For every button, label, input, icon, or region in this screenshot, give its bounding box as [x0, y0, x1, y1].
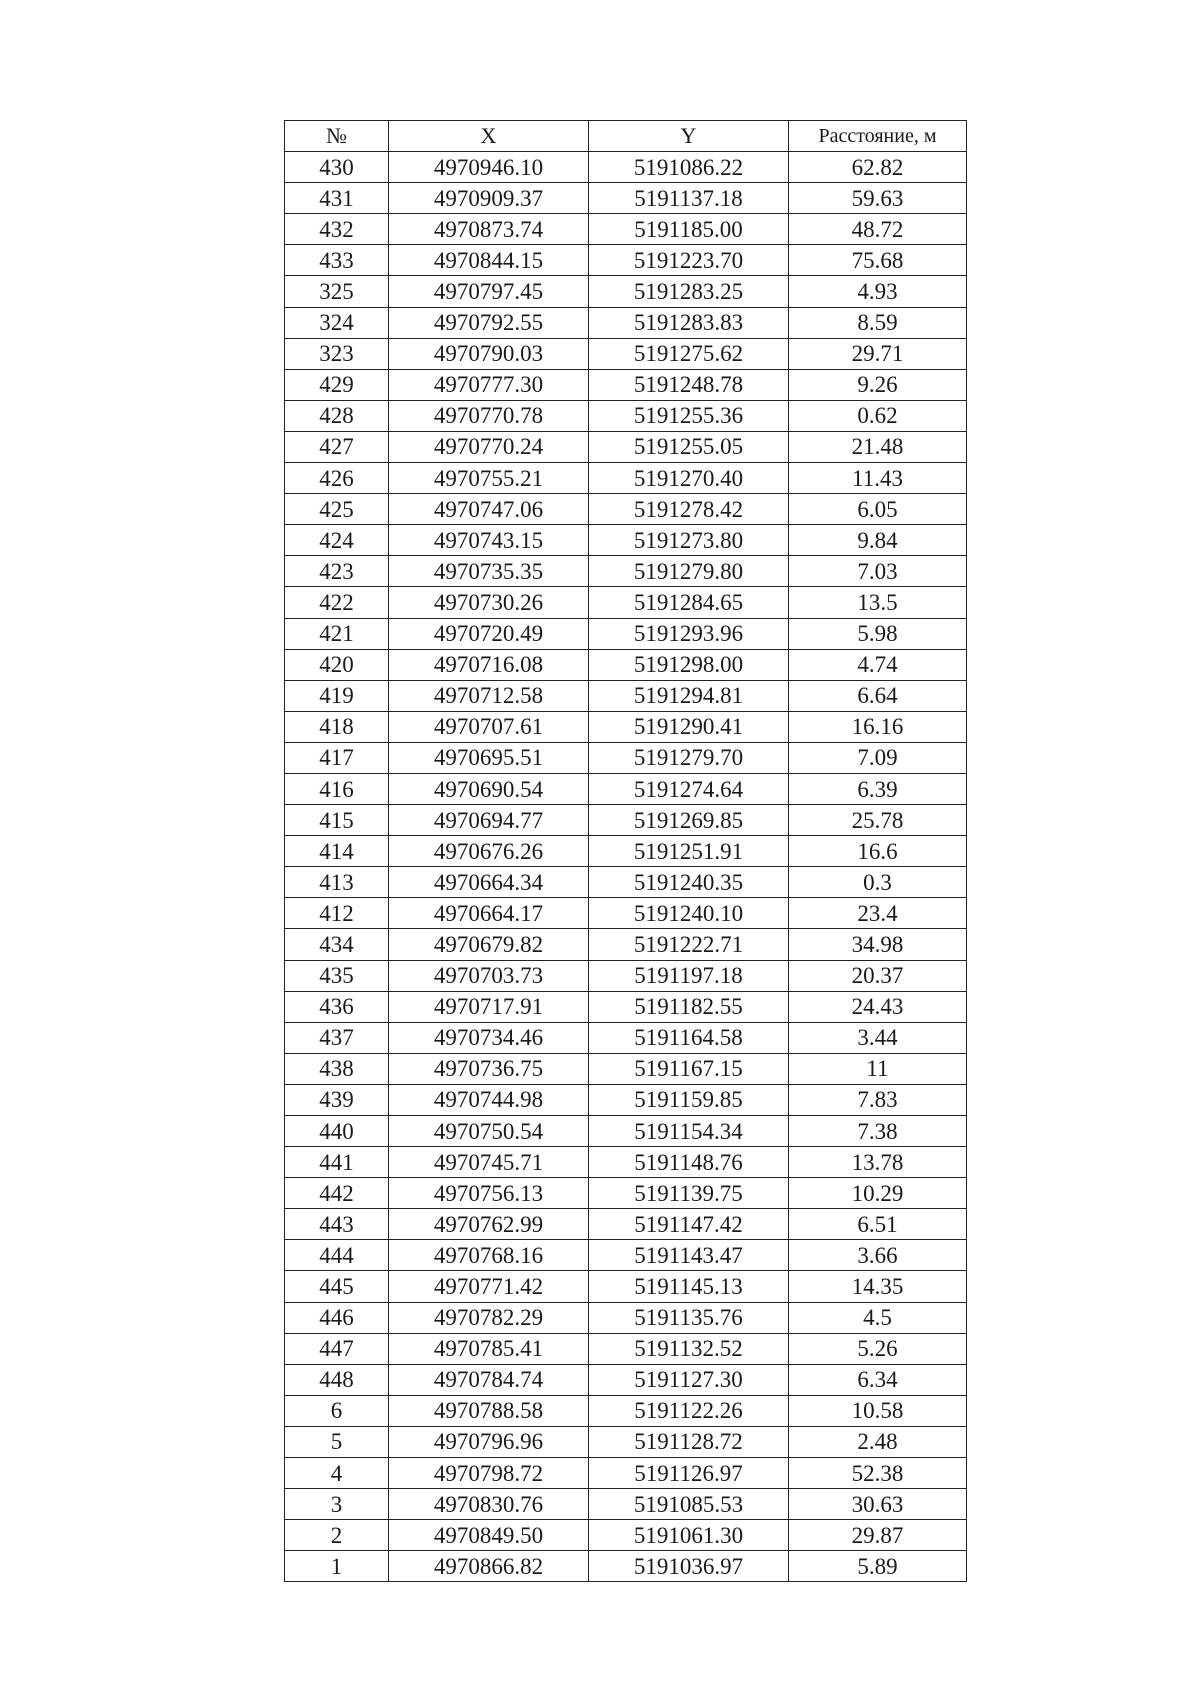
- cell-x: 4970716.08: [389, 649, 589, 680]
- cell-point-number: 432: [285, 214, 389, 245]
- cell-point-number: 413: [285, 867, 389, 898]
- cell-distance: 34.98: [789, 929, 967, 960]
- cell-x: 4970796.96: [389, 1426, 589, 1457]
- cell-distance: 9.84: [789, 525, 967, 556]
- cell-y: 5191159.85: [589, 1084, 789, 1115]
- table-header: [285, 121, 967, 152]
- table-row: [285, 1084, 967, 1115]
- cell-y: 5191283.25: [589, 276, 789, 307]
- cell-distance: 7.03: [789, 556, 967, 587]
- cell-point-number: 1: [285, 1551, 389, 1582]
- cell-point-number: 416: [285, 773, 389, 804]
- cell-point-number: 437: [285, 1022, 389, 1053]
- table-row: [285, 587, 967, 618]
- cell-distance: 29.71: [789, 338, 967, 369]
- cell-distance: 75.68: [789, 245, 967, 276]
- cell-y: 5191147.42: [589, 1209, 789, 1240]
- cell-distance: 29.87: [789, 1520, 967, 1551]
- cell-x: 4970788.58: [389, 1395, 589, 1426]
- cell-point-number: 447: [285, 1333, 389, 1364]
- cell-point-number: 446: [285, 1302, 389, 1333]
- cell-distance: 14.35: [789, 1271, 967, 1302]
- cell-x: 4970830.76: [389, 1489, 589, 1520]
- cell-x: 4970745.71: [389, 1147, 589, 1178]
- cell-distance: 3.44: [789, 1022, 967, 1053]
- cell-y: 5191255.05: [589, 431, 789, 462]
- cell-distance: 11.43: [789, 463, 967, 494]
- cell-x: 4970792.55: [389, 307, 589, 338]
- cell-point-number: 325: [285, 276, 389, 307]
- cell-x: 4970873.74: [389, 214, 589, 245]
- cell-distance: 6.51: [789, 1209, 967, 1240]
- column-header-y: Y: [589, 121, 789, 152]
- cell-distance: 6.05: [789, 494, 967, 525]
- cell-y: 5191293.96: [589, 618, 789, 649]
- cell-x: 4970909.37: [389, 183, 589, 214]
- cell-point-number: 426: [285, 463, 389, 494]
- table-row: [285, 1022, 967, 1053]
- cell-x: 4970717.91: [389, 991, 589, 1022]
- cell-x: 4970768.16: [389, 1240, 589, 1271]
- cell-y: 5191298.00: [589, 649, 789, 680]
- cell-x: 4970844.15: [389, 245, 589, 276]
- cell-distance: 21.48: [789, 431, 967, 462]
- cell-distance: 0.62: [789, 400, 967, 431]
- cell-distance: 2.48: [789, 1426, 967, 1457]
- cell-y: 5191197.18: [589, 960, 789, 991]
- cell-distance: 30.63: [789, 1489, 967, 1520]
- cell-y: 5191248.78: [589, 369, 789, 400]
- cell-x: 4970782.29: [389, 1302, 589, 1333]
- cell-distance: 24.43: [789, 991, 967, 1022]
- cell-x: 4970679.82: [389, 929, 589, 960]
- cell-point-number: 424: [285, 525, 389, 556]
- cell-y: 5191274.64: [589, 773, 789, 804]
- cell-y: 5191139.75: [589, 1178, 789, 1209]
- cell-x: 4970849.50: [389, 1520, 589, 1551]
- cell-y: 5191167.15: [589, 1053, 789, 1084]
- cell-point-number: 422: [285, 587, 389, 618]
- table-row: [285, 245, 967, 276]
- table-row: [285, 1551, 967, 1582]
- cell-x: 4970770.78: [389, 400, 589, 431]
- cell-y: 5191240.35: [589, 867, 789, 898]
- cell-point-number: 430: [285, 152, 389, 183]
- cell-x: 4970866.82: [389, 1551, 589, 1582]
- cell-y: 5191137.18: [589, 183, 789, 214]
- table-row: [285, 152, 967, 183]
- cell-point-number: 433: [285, 245, 389, 276]
- cell-y: 5191270.40: [589, 463, 789, 494]
- cell-x: 4970798.72: [389, 1458, 589, 1489]
- cell-y: 5191164.58: [589, 1022, 789, 1053]
- table-row: [285, 338, 967, 369]
- cell-point-number: 440: [285, 1116, 389, 1147]
- cell-distance: 7.09: [789, 742, 967, 773]
- table-row: [285, 1209, 967, 1240]
- cell-point-number: 427: [285, 431, 389, 462]
- cell-y: 5191185.00: [589, 214, 789, 245]
- cell-x: 4970734.46: [389, 1022, 589, 1053]
- cell-distance: 23.4: [789, 898, 967, 929]
- cell-distance: 6.39: [789, 773, 967, 804]
- cell-point-number: 425: [285, 494, 389, 525]
- cell-point-number: 2: [285, 1520, 389, 1551]
- cell-y: 5191148.76: [589, 1147, 789, 1178]
- cell-point-number: 429: [285, 369, 389, 400]
- table-row: [285, 618, 967, 649]
- cell-x: 4970785.41: [389, 1333, 589, 1364]
- cell-distance: 9.26: [789, 369, 967, 400]
- cell-x: 4970690.54: [389, 773, 589, 804]
- table-row: [285, 369, 967, 400]
- table-row: [285, 463, 967, 494]
- cell-distance: 11: [789, 1053, 967, 1084]
- cell-distance: 10.58: [789, 1395, 967, 1426]
- cell-x: 4970770.24: [389, 431, 589, 462]
- cell-distance: 13.78: [789, 1147, 967, 1178]
- cell-y: 5191223.70: [589, 245, 789, 276]
- table-row: [285, 649, 967, 680]
- cell-y: 5191122.26: [589, 1395, 789, 1426]
- cell-distance: 5.98: [789, 618, 967, 649]
- cell-point-number: 443: [285, 1209, 389, 1240]
- cell-distance: 0.3: [789, 867, 967, 898]
- cell-x: 4970797.45: [389, 276, 589, 307]
- table-row: [285, 307, 967, 338]
- table-row: [285, 1458, 967, 1489]
- cell-point-number: 324: [285, 307, 389, 338]
- cell-y: 5191222.71: [589, 929, 789, 960]
- cell-y: 5191273.80: [589, 525, 789, 556]
- cell-point-number: 415: [285, 805, 389, 836]
- cell-x: 4970790.03: [389, 338, 589, 369]
- coordinates-table: [284, 120, 967, 1582]
- table-row: [285, 836, 967, 867]
- cell-distance: 8.59: [789, 307, 967, 338]
- cell-y: 5191086.22: [589, 152, 789, 183]
- cell-point-number: 442: [285, 1178, 389, 1209]
- cell-x: 4970762.99: [389, 1209, 589, 1240]
- table-row: [285, 711, 967, 742]
- cell-point-number: 6: [285, 1395, 389, 1426]
- cell-distance: 48.72: [789, 214, 967, 245]
- cell-x: 4970707.61: [389, 711, 589, 742]
- cell-point-number: 434: [285, 929, 389, 960]
- cell-point-number: 439: [285, 1084, 389, 1115]
- column-header-number: №: [285, 121, 389, 152]
- table-row: [285, 1240, 967, 1271]
- cell-y: 5191290.41: [589, 711, 789, 742]
- column-header-distance: Расстояние, м: [789, 121, 967, 152]
- cell-distance: 4.93: [789, 276, 967, 307]
- cell-y: 5191135.76: [589, 1302, 789, 1333]
- cell-distance: 4.74: [789, 649, 967, 680]
- cell-y: 5191279.80: [589, 556, 789, 587]
- cell-y: 5191154.34: [589, 1116, 789, 1147]
- cell-y: 5191251.91: [589, 836, 789, 867]
- cell-x: 4970720.49: [389, 618, 589, 649]
- table-row: [285, 276, 967, 307]
- cell-point-number: 3: [285, 1489, 389, 1520]
- cell-point-number: 445: [285, 1271, 389, 1302]
- cell-point-number: 441: [285, 1147, 389, 1178]
- cell-x: 4970771.42: [389, 1271, 589, 1302]
- cell-distance: 62.82: [789, 152, 967, 183]
- cell-distance: 16.16: [789, 711, 967, 742]
- table-row: [285, 960, 967, 991]
- cell-distance: 59.63: [789, 183, 967, 214]
- table-row: [285, 1271, 967, 1302]
- cell-x: 4970712.58: [389, 680, 589, 711]
- cell-x: 4970750.54: [389, 1116, 589, 1147]
- cell-y: 5191279.70: [589, 742, 789, 773]
- cell-y: 5191143.47: [589, 1240, 789, 1271]
- table-row: [285, 556, 967, 587]
- cell-distance: 6.64: [789, 680, 967, 711]
- cell-x: 4970777.30: [389, 369, 589, 400]
- cell-x: 4970756.13: [389, 1178, 589, 1209]
- cell-distance: 5.26: [789, 1333, 967, 1364]
- cell-distance: 7.38: [789, 1116, 967, 1147]
- cell-x: 4970946.10: [389, 152, 589, 183]
- cell-x: 4970695.51: [389, 742, 589, 773]
- cell-distance: 4.5: [789, 1302, 967, 1333]
- cell-point-number: 428: [285, 400, 389, 431]
- cell-x: 4970744.98: [389, 1084, 589, 1115]
- cell-y: 5191269.85: [589, 805, 789, 836]
- cell-point-number: 4: [285, 1458, 389, 1489]
- cell-y: 5191275.62: [589, 338, 789, 369]
- cell-point-number: 5: [285, 1426, 389, 1457]
- table-body: [285, 152, 967, 1582]
- cell-x: 4970747.06: [389, 494, 589, 525]
- cell-y: 5191278.42: [589, 494, 789, 525]
- column-header-x: X: [389, 121, 589, 152]
- cell-distance: 6.34: [789, 1364, 967, 1395]
- cell-x: 4970676.26: [389, 836, 589, 867]
- cell-x: 4970703.73: [389, 960, 589, 991]
- table-row: [285, 991, 967, 1022]
- cell-point-number: 323: [285, 338, 389, 369]
- cell-point-number: 419: [285, 680, 389, 711]
- cell-x: 4970664.34: [389, 867, 589, 898]
- cell-point-number: 423: [285, 556, 389, 587]
- cell-distance: 7.83: [789, 1084, 967, 1115]
- cell-y: 5191128.72: [589, 1426, 789, 1457]
- cell-point-number: 438: [285, 1053, 389, 1084]
- cell-y: 5191036.97: [589, 1551, 789, 1582]
- table-row: [285, 494, 967, 525]
- cell-x: 4970736.75: [389, 1053, 589, 1084]
- table-row: [285, 1489, 967, 1520]
- table-row: [285, 898, 967, 929]
- table-row: [285, 1426, 967, 1457]
- table-row: [285, 867, 967, 898]
- cell-y: 5191061.30: [589, 1520, 789, 1551]
- cell-point-number: 444: [285, 1240, 389, 1271]
- cell-y: 5191255.36: [589, 400, 789, 431]
- cell-distance: 13.5: [789, 587, 967, 618]
- cell-point-number: 436: [285, 991, 389, 1022]
- table-row: [285, 1302, 967, 1333]
- table-row: [285, 1364, 967, 1395]
- cell-distance: 16.6: [789, 836, 967, 867]
- cell-point-number: 420: [285, 649, 389, 680]
- cell-x: 4970730.26: [389, 587, 589, 618]
- table-row: [285, 525, 967, 556]
- cell-point-number: 414: [285, 836, 389, 867]
- cell-y: 5191182.55: [589, 991, 789, 1022]
- cell-point-number: 448: [285, 1364, 389, 1395]
- table-row: [285, 805, 967, 836]
- cell-y: 5191284.65: [589, 587, 789, 618]
- table-row: [285, 773, 967, 804]
- table-row: [285, 1178, 967, 1209]
- cell-y: 5191283.83: [589, 307, 789, 338]
- cell-point-number: 421: [285, 618, 389, 649]
- cell-x: 4970735.35: [389, 556, 589, 587]
- table-row: [285, 742, 967, 773]
- cell-x: 4970743.15: [389, 525, 589, 556]
- cell-distance: 52.38: [789, 1458, 967, 1489]
- cell-y: 5191126.97: [589, 1458, 789, 1489]
- cell-point-number: 431: [285, 183, 389, 214]
- table-row: [285, 1520, 967, 1551]
- cell-point-number: 417: [285, 742, 389, 773]
- cell-point-number: 412: [285, 898, 389, 929]
- cell-x: 4970694.77: [389, 805, 589, 836]
- cell-distance: 25.78: [789, 805, 967, 836]
- cell-point-number: 418: [285, 711, 389, 742]
- table-row: [285, 214, 967, 245]
- table-row: [285, 1333, 967, 1364]
- cell-y: 5191132.52: [589, 1333, 789, 1364]
- cell-distance: 5.89: [789, 1551, 967, 1582]
- cell-point-number: 435: [285, 960, 389, 991]
- cell-y: 5191127.30: [589, 1364, 789, 1395]
- cell-x: 4970784.74: [389, 1364, 589, 1395]
- table-row: [285, 680, 967, 711]
- table-row: [285, 1053, 967, 1084]
- table-row: [285, 929, 967, 960]
- cell-y: 5191145.13: [589, 1271, 789, 1302]
- table-row: [285, 1395, 967, 1426]
- header-row: [285, 121, 967, 152]
- table-row: [285, 183, 967, 214]
- cell-distance: 20.37: [789, 960, 967, 991]
- cell-y: 5191294.81: [589, 680, 789, 711]
- cell-distance: 10.29: [789, 1178, 967, 1209]
- table-row: [285, 1116, 967, 1147]
- cell-y: 5191240.10: [589, 898, 789, 929]
- cell-x: 4970755.21: [389, 463, 589, 494]
- table-row: [285, 1147, 967, 1178]
- cell-x: 4970664.17: [389, 898, 589, 929]
- cell-y: 5191085.53: [589, 1489, 789, 1520]
- cell-distance: 3.66: [789, 1240, 967, 1271]
- table-row: [285, 431, 967, 462]
- table-row: [285, 400, 967, 431]
